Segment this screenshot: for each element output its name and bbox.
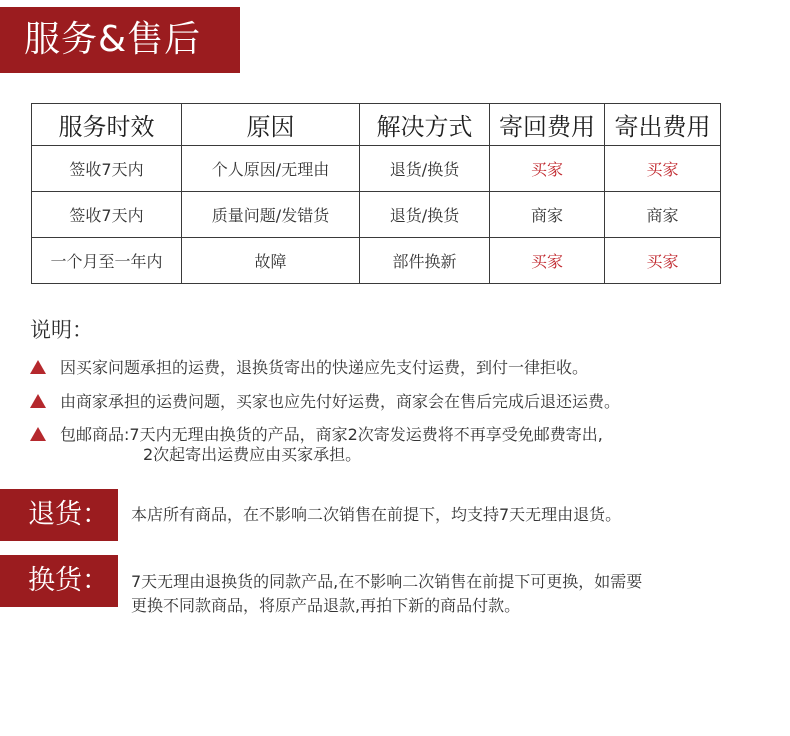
header-outbound-shipping-cost: 寄出费用 [605,104,721,146]
page-title-banner [0,7,240,73]
header-return-shipping-cost: 寄回费用 [490,104,605,146]
note-item [30,392,620,412]
table-row [32,238,721,284]
cell-solution: 部件换新 [360,238,490,284]
cell-outbound-cost: 买家 [605,146,721,192]
after-sales-policy-table [31,103,721,284]
note-text-continuation: 2次起寄出运费应由买家承担。 [143,445,362,464]
cell-solution: 退货/换货 [360,192,490,238]
note-text: 包邮商品:7天内无理由换货的产品，商家2次寄发运费将不再享受免邮费寄出, [60,425,603,444]
note-text: 由商家承担的运费问题，买家也应先付好运费，商家会在售后完成后退还运费。 [60,392,621,411]
cell-return-cost: 买家 [490,238,605,284]
cell-return-cost: 商家 [490,192,605,238]
note-text: 因买家问题承担的运费，退换货寄出的快递应先支付运费，到付一律拒收。 [60,358,589,377]
exchange-policy-line: 更换不同款商品，将原产品退款,再拍下新的商品付款。 [131,596,521,615]
exchange-policy-line: 7天无理由退换货的同款产品,在不影响二次销售在前提下可更换，如需要 [131,572,643,591]
table-header-row [32,104,721,146]
cell-solution: 退货/换货 [360,146,490,192]
page-title: 服务&售后 [24,19,202,60]
cell-service-period: 签收7天内 [32,146,182,192]
cell-outbound-cost: 买家 [605,238,721,284]
note-item [30,358,588,378]
header-reason: 原因 [182,104,360,146]
cell-outbound-cost: 商家 [605,192,721,238]
note-item [30,425,603,465]
triangle-bullet-icon [30,394,46,408]
return-tag [0,489,118,541]
table-row [32,146,721,192]
header-solution: 解决方式 [360,104,490,146]
notes-heading: 说明： [30,318,93,342]
cell-reason: 个人原因/无理由 [182,146,360,192]
cell-service-period: 一个月至一年内 [32,238,182,284]
cell-reason: 故障 [182,238,360,284]
return-tag-label: 退货： [28,499,109,530]
exchange-tag-label: 换货： [28,565,109,596]
triangle-bullet-icon [30,360,46,374]
triangle-bullet-icon [30,427,46,441]
cell-return-cost: 买家 [490,146,605,192]
table-row [32,192,721,238]
header-service-period: 服务时效 [32,104,182,146]
cell-reason: 质量问题/发错货 [182,192,360,238]
cell-service-period: 签收7天内 [32,192,182,238]
exchange-policy-text [131,570,642,618]
return-policy-text: 本店所有商品，在不影响二次销售在前提下，均支持7天无理由退货。 [131,505,622,524]
exchange-tag [0,555,118,607]
